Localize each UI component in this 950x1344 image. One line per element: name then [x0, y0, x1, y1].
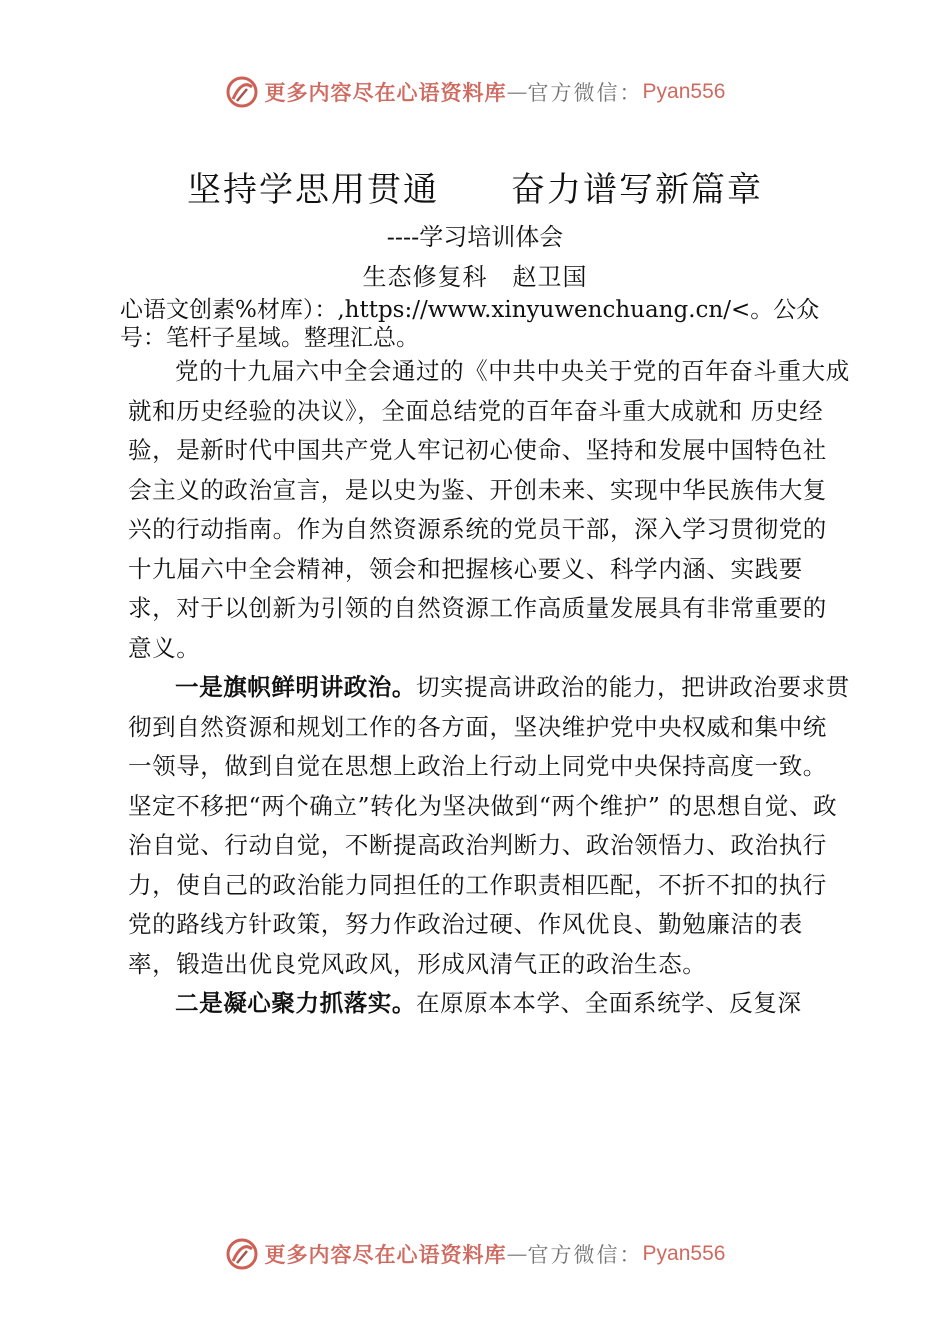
watermark-wechat-id: Pyan556	[642, 1242, 726, 1265]
watermark-text: 更多内容尽在心语资料库	[264, 1242, 507, 1267]
watermark-separator: —	[506, 1242, 528, 1266]
watermark-header	[0, 70, 950, 114]
brand-logo-icon	[225, 75, 259, 109]
watermark-label: 官方微信：	[527, 1243, 643, 1267]
watermark-separator: —	[506, 80, 528, 104]
paragraph	[128, 352, 850, 668]
paragraph	[128, 668, 850, 984]
watermark-label: 官方微信：	[527, 81, 643, 105]
brand-logo-icon	[225, 1237, 259, 1271]
paragraph	[128, 984, 850, 1024]
source-note: 心语文创素%材库）：,https://www.xinyuwenchuang.cn/<。公众号：笔杆子星域。整理汇总。	[120, 297, 820, 351]
paragraph-text: 在原原本本学、全面系统学、反复深	[416, 989, 802, 1017]
document-author: 生态修复科 赵卫国	[362, 263, 588, 291]
watermark-wechat-id: Pyan556	[642, 80, 726, 103]
document-title: 坚持学思用贯通 奋力谱写新篇章	[187, 170, 763, 210]
document-subtitle: ----学习培训体会	[386, 223, 564, 251]
paragraph-lead: 二是凝心聚力抓落实。	[175, 989, 416, 1017]
paragraph-text: 党的十九届六中全会通过的《中共中央关于党的百年奋斗重大成就和历史经验的决议》，全面总结党的百年奋斗重大成就和 历史经验，是新时代中国共产党人牢记初心使命、坚持和发展中国特色社会主义的政治宣言，是以史为鉴、开创未来、实现中华民族伟大复兴的行动指南。作为自然资源系统的党员干部，深入学习贯彻党的十九届六中全会精神，领会和把握核心要义、科学内涵、实践要求，对于以创新为引领的自然资源工作高质量发展具有非常重要的意义。	[128, 357, 850, 662]
watermark-footer	[0, 1232, 950, 1276]
document-body	[128, 352, 850, 1024]
paragraph-lead: 一是旗帜鲜明讲政治。	[175, 673, 416, 701]
paragraph-text: 切实提高讲政治的能力，把讲政治要求贯彻到自然资源和规划工作的各方面，坚决维护党中央权威和集中统一领导，做到自觉在思想上政治上行动上同党中央保持高度一致。坚定不移把“两个确立”转化为坚决做到“两个维护” 的思想自觉、政治自觉、行动自觉，不断提高政治判断力、政治领悟力、政治执行力，使自己的政治能力同担任的工作职责相匹配，不折不扣的执行党的路线方针政策，努力作政治过硬、作风优良、勤勉廉洁的表率，锻造出优良党风政风，形成风清气正的政治生态。	[128, 673, 850, 978]
watermark-text: 更多内容尽在心语资料库	[264, 80, 507, 105]
